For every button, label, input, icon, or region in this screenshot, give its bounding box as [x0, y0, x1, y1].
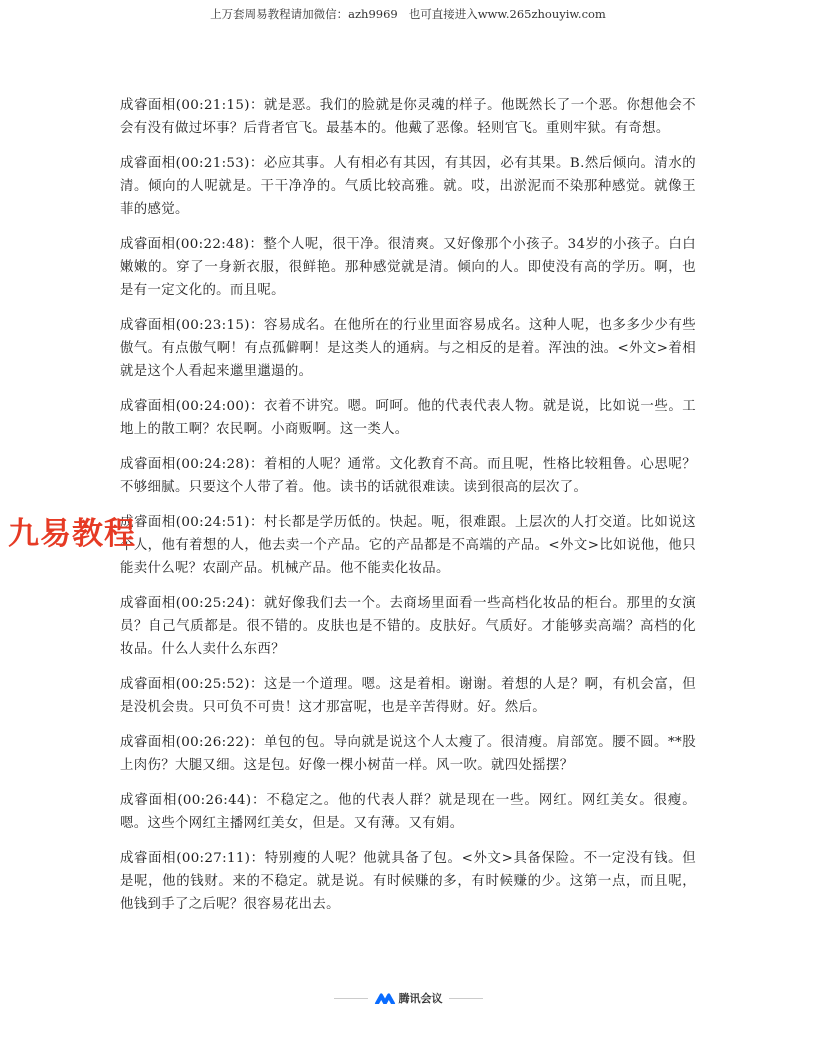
transcript-paragraph: 成睿面相(00:22:48)：整个人呢，很干净。很清爽。又好像那个小孩子。34岁的小孩子。白白嫩嫩的。穿了一身新衣服，很鲜艳。那种感觉就是清。倾向的人。即使没有高的学历。啊，也是有一定文化的。而且呢。	[120, 237, 696, 298]
footer-logo-text: 腾讯会议	[398, 992, 443, 1005]
transcript-paragraph: 成睿面相(00:27:11)：特别瘦的人呢？他就具备了包。<外文>具备保险。不一定没有钱。但是呢，他的钱财。来的不稳定。就是说。有时候赚的多，有时候赚的少。这第一点，而且呢，他钱到手了之后呢？很容易花出去。	[120, 851, 696, 912]
footer-divider-right	[449, 998, 483, 999]
transcript-paragraph: 成睿面相(00:26:44)：不稳定之。他的代表人群？就是现在一些。网红。网红美女。很瘦。嗯。这些个网红主播网红美女，但是。又有薄。又有娟。	[120, 793, 696, 831]
transcript-body	[120, 94, 696, 928]
transcript-paragraph: 成睿面相(00:21:15)：就是恶。我们的脸就是你灵魂的样子。他既然长了一个恶。你想他会不会有没有做过坏事？后背者官飞。最基本的。他戴了恶像。轻则官飞。重则牢狱。有奇想。	[120, 98, 696, 136]
transcript-paragraph: 成睿面相(00:24:00)：衣着不讲究。嗯。呵呵。他的代表代表人物。就是说，比如说一些。工地上的散工啊？农民啊。小商贩啊。这一类人。	[120, 399, 696, 437]
transcript-paragraph: 成睿面相(00:24:28)：着相的人呢？通常。文化教育不高。而且呢，性格比较粗鲁。心思呢？不够细腻。只要这个人带了着。他。读书的话就很难读。读到很高的层次了。	[120, 457, 696, 495]
footer-divider-left	[334, 998, 368, 999]
transcript-paragraph: 成睿面相(00:25:52)：这是一个道理。嗯。这是着相。谢谢。着想的人是？啊，有机会富，但是没机会贵。只可负不可贵！这才那富呢，也是辛苦得财。好。然后。	[120, 677, 696, 715]
transcript-paragraph: 成睿面相(00:23:15)：容易成名。在他所在的行业里面容易成名。这种人呢，也多多少少有些傲气。有点傲气啊！有点孤僻啊！是这类人的通病。与之相反的是着。浑浊的浊。<外文>着相就是这个人看起来邋里邋遢的。	[120, 318, 696, 379]
transcript-paragraph: 成睿面相(00:24:51)：村长都是学历低的。快起。呃，很难跟。上层次的人打交道。比如说这个人，他有着想的人，他去卖一个产品。它的产品都是不高端的产品。<外文>比如说他，他只能卖什么呢？农副产品。机械产品。他不能卖化妆品。	[120, 515, 696, 576]
watermark-stamp: 九易教程	[8, 516, 136, 552]
transcript-paragraph: 成睿面相(00:21:53)：必应其事。人有相必有其因，有其因，必有其果。B.然后倾向。清水的清。倾向的人呢就是。干干净净的。气质比较高雅。就。哎，出淤泥而不染那种感觉。就像王菲的感觉。	[120, 156, 696, 217]
header-banner: 上万套周易教程请加微信：azh9969 也可直接进入www.265zhouyiw.com	[210, 7, 606, 21]
tencent-meeting-logo-icon	[374, 991, 396, 1005]
footer-logo	[374, 990, 443, 1006]
footer	[0, 990, 816, 1006]
transcript-paragraph: 成睿面相(00:25:24)：就好像我们去一个。去商场里面看一些高档化妆品的柜台。那里的女演员？自己气质都是。很不错的。皮肤也是不错的。皮肤好。气质好。才能够卖高端？高档的化妆品。什么人卖什么东西？	[120, 596, 696, 657]
transcript-paragraph: 成睿面相(00:26:22)：单包的包。导向就是说这个人太瘦了。很清瘦。肩部宽。腰不圆。**股上肉伤？大腿又细。这是包。好像一棵小树苗一样。风一吹。就四处摇摆？	[120, 735, 696, 773]
